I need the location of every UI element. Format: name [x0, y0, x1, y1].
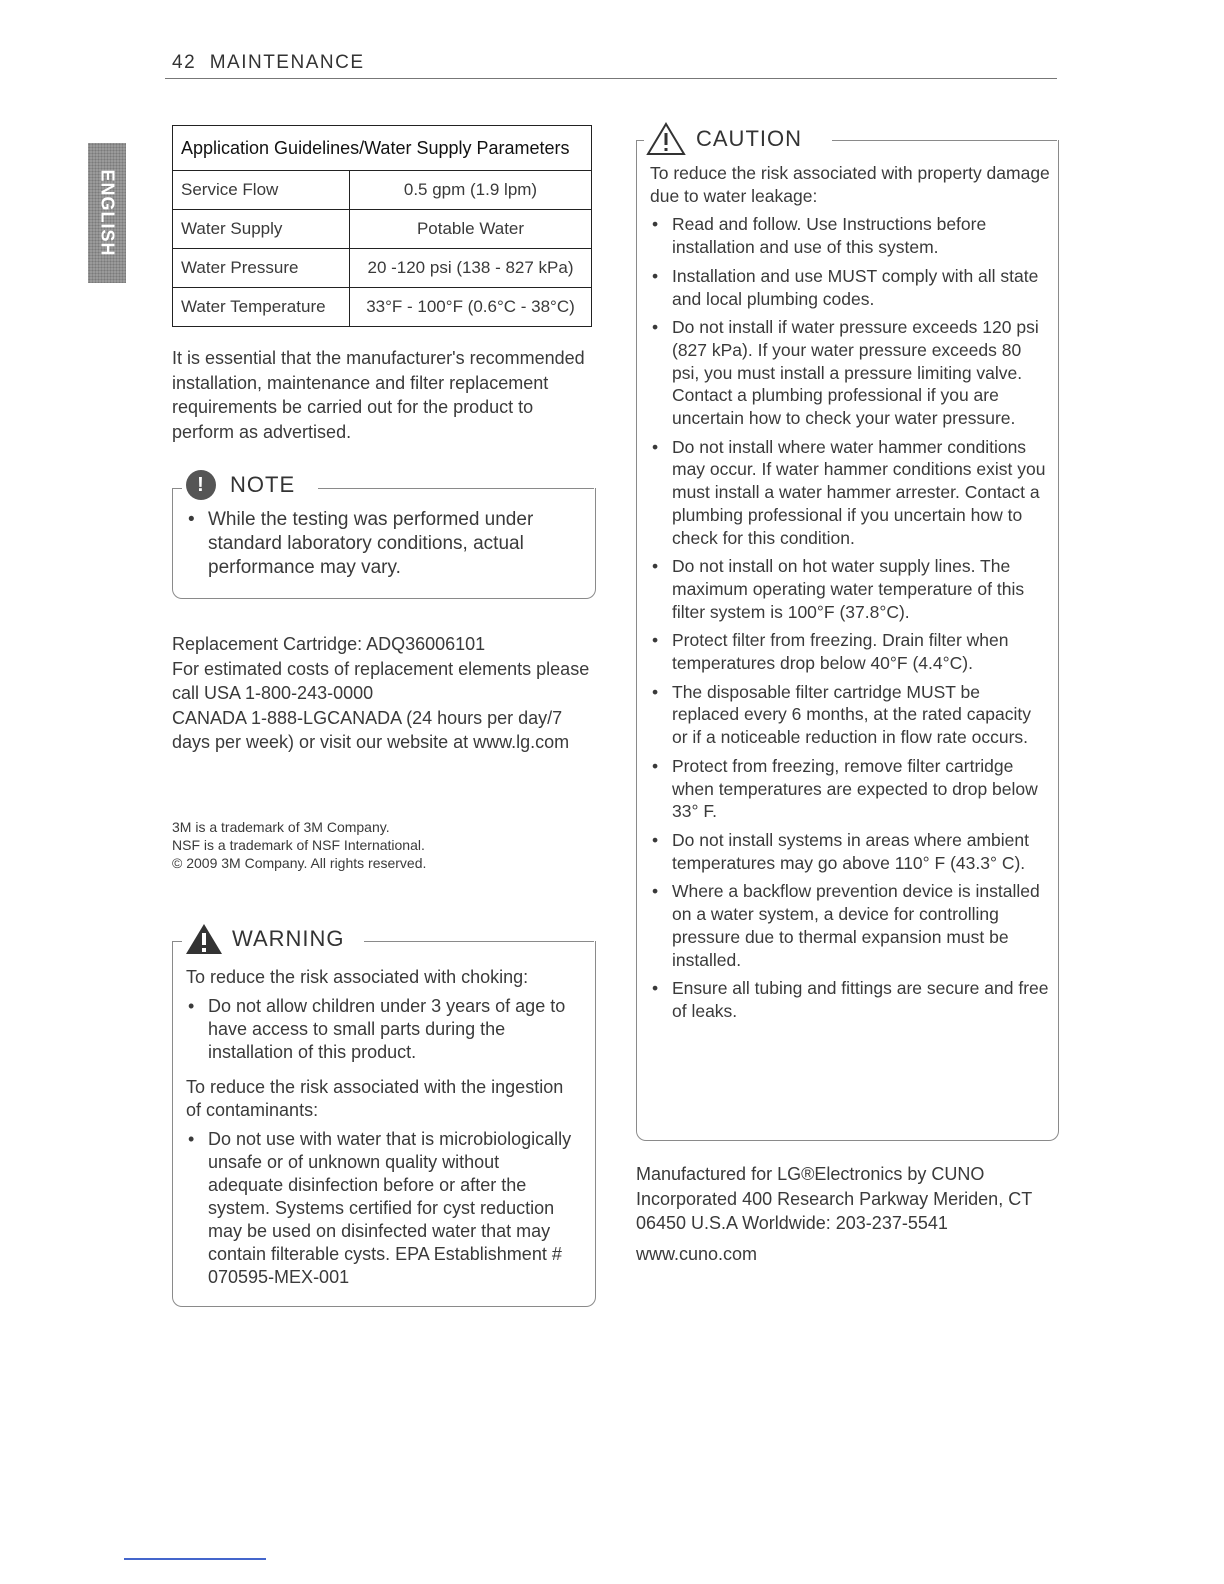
caution-content — [650, 162, 1050, 1023]
warning-intro: To reduce the risk associated with choking: — [186, 967, 529, 987]
param-value: 33°F - 100°F (0.6°C - 38°C) — [350, 288, 592, 327]
list-item: • Do not use with water that is microbiologically unsafe or of unknown quality without adequate disinfection before or after the system. Systems certified for cyst reduction may be used on disinfected water that may contain filterable cysts. EPA Establishment # 070595-MEX-001 — [186, 1128, 576, 1289]
water-parameters-table — [172, 125, 592, 327]
essential-paragraph: It is essential that the manufacturer's recommended installation, maintenance and filter replacement requirements be carried out for the product to perform as advertised. — [172, 348, 585, 442]
warning-rule-right — [364, 941, 594, 942]
list-item: • Protect from freezing, remove filter cartridge when temperatures are expected to drop below 33° F. — [650, 755, 1050, 823]
page-number: 42 — [172, 52, 197, 73]
replacement-block — [172, 632, 592, 755]
note-rule-right — [318, 488, 594, 489]
param-value: Potable Water — [350, 210, 592, 249]
param-value: 0.5 gpm (1.9 lpm) — [350, 171, 592, 210]
list-item: • Do not install on hot water supply lines. The maximum operating water temperature of this filter system is 100°F (37.8°C). — [650, 555, 1050, 623]
list-item: • Do not install where water hammer conditions may occur. If water hammer conditions exist you must install a water hammer arrester. Contact a plumbing professional if you uncertain how to check for this condition. — [650, 436, 1050, 550]
trademark-line: NSF is a trademark of NSF International. — [172, 837, 425, 853]
list-item: • Do not install systems in areas where ambient temperatures may go above 110° F (43.3° C). — [650, 829, 1050, 874]
manufacturer-website: www.cuno.com — [636, 1244, 758, 1264]
caution-rule-left — [636, 140, 644, 141]
list-item: • The disposable filter cartridge MUST be replaced every 6 months, at the rated capacity or if a noticeable reduction in flow rate occurs. — [650, 681, 1050, 749]
caution-title: CAUTION — [696, 126, 802, 151]
trademark-line: © 2009 3M Company. All rights reserved. — [172, 855, 427, 871]
list-item: • Installation and use MUST comply with all state and local plumbing codes. — [650, 265, 1050, 310]
param-key: Water Temperature — [173, 288, 350, 327]
list-item: • Protect filter from freezing. Drain filter when temperatures drop below 40°F (4.4°C). — [650, 629, 1050, 674]
replacement-cartridge: Replacement Cartridge: ADQ36006101 — [172, 634, 486, 654]
param-key: Water Supply — [173, 210, 350, 249]
manufacturer-text: Manufactured for LG®Electronics by CUNO Incorporated 400 Research Parkway Meriden, CT 06450 U.S.A Worldwide: 203-237-5541 — [636, 1164, 1032, 1233]
footer-rule — [124, 1558, 266, 1560]
note-title: NOTE — [230, 472, 296, 497]
language-tab-label: ENGLISH — [97, 169, 118, 257]
list-item: • While the testing was performed under standard laboratory conditions, actual performance may vary. — [186, 508, 566, 580]
replacement-usa: For estimated costs of replacement elements please call USA 1-800-243-0000 — [172, 658, 590, 703]
warning-content — [186, 966, 576, 1289]
trademark-line: 3M is a trademark of 3M Company. — [172, 819, 390, 835]
warning-title: WARNING — [232, 926, 345, 951]
warning-icon — [184, 922, 224, 956]
list-item: • Ensure all tubing and fittings are secure and free of leaks. — [650, 977, 1050, 1022]
param-value: 20 -120 psi (138 - 827 kPa) — [350, 249, 592, 288]
list-item: • Do not install if water pressure exceeds 120 psi (827 kPa). If your water pressure exceeds 80 psi, you must install a pressure limiting valve. Contact a plumbing professional if you are uncertain how to check your water pressure. — [650, 316, 1050, 430]
param-key: Service Flow — [173, 171, 350, 210]
table-row — [173, 249, 592, 288]
caution-rule-right — [832, 140, 1057, 141]
language-tab — [88, 143, 126, 283]
replacement-canada: CANADA 1-888-LGCANADA (24 hours per day/7 days per week) or visit our website at www.lg.com — [172, 707, 570, 752]
note-content — [186, 508, 566, 580]
list-item: • Read and follow. Use Instructions before installation and use of this system. — [650, 213, 1050, 258]
param-key: Water Pressure — [173, 249, 350, 288]
warning-rule-left — [172, 941, 182, 942]
table-row — [173, 171, 592, 210]
note-icon: ! — [186, 470, 216, 500]
caution-title-row — [646, 122, 802, 156]
table-header-row — [173, 126, 592, 171]
page-header — [172, 52, 365, 74]
warning-title-row — [184, 922, 345, 956]
note-title-row — [186, 470, 295, 500]
table-row — [173, 210, 592, 249]
caution-intro: To reduce the risk associated with property damage due to water leakage: — [650, 163, 1050, 206]
trademarks — [172, 818, 592, 872]
section-title: MAINTENANCE — [209, 52, 365, 73]
note-rule-left — [172, 488, 182, 489]
warning-intro: To reduce the risk associated with the ingestion of contaminants: — [186, 1077, 564, 1120]
caution-icon — [646, 122, 686, 156]
list-item: • Where a backflow prevention device is installed on a water system, a device for controlling pressure due to thermal expansion must be installed. — [650, 880, 1050, 971]
list-item: • Do not allow children under 3 years of age to have access to small parts during the installation of this product. — [186, 995, 576, 1064]
table-title: Application Guidelines/Water Supply Parameters — [173, 126, 592, 171]
table-row — [173, 288, 592, 327]
